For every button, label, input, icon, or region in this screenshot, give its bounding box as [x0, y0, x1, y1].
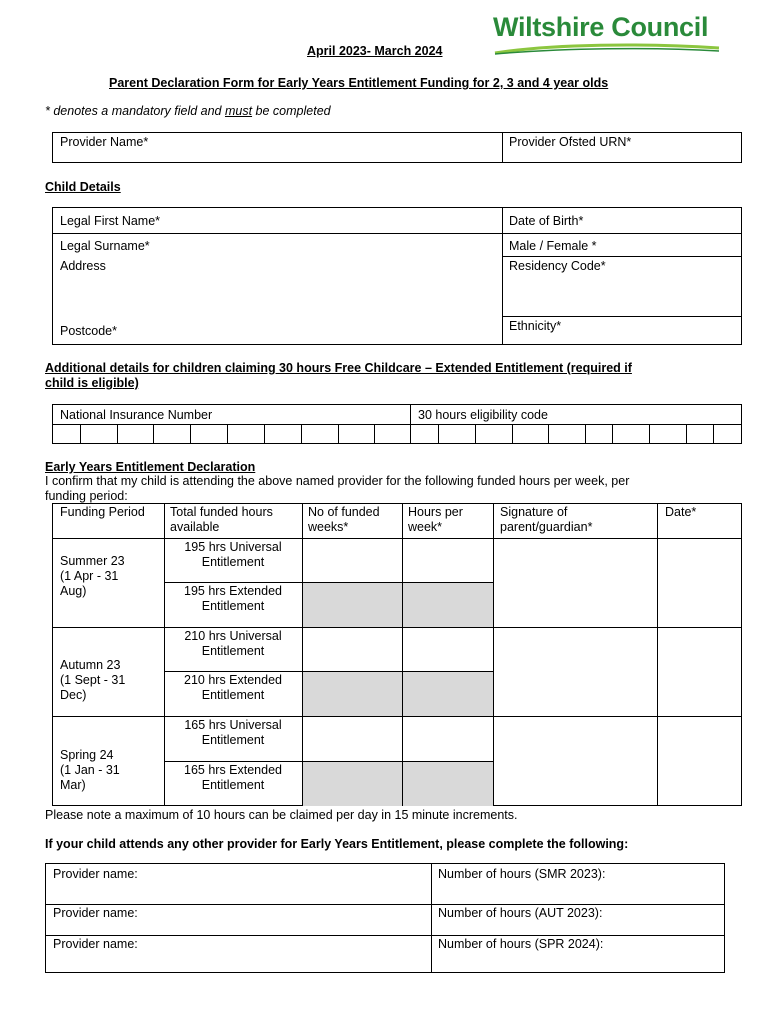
- ni-cell-divider: [374, 424, 375, 444]
- declaration-text: I confirm that my child is attending the above named provider for the following funded hours per week, per funding period:: [45, 474, 630, 503]
- form-period: April 2023- March 2024: [307, 44, 443, 58]
- col-total-hours: Total funded hours available: [170, 505, 273, 534]
- residency-code-field[interactable]: Residency Code*: [509, 259, 606, 273]
- ni-cell-divider: [338, 424, 339, 444]
- spring-extended: 165 hrs Extended Entitlement: [184, 763, 282, 792]
- period-autumn: Autumn 23 (1 Sept - 31 Dec): [60, 658, 126, 702]
- col-funding-period: Funding Period: [60, 505, 145, 519]
- mandatory-note: * denotes a mandatory field and must be completed: [45, 104, 331, 118]
- ni-cell-divider: [264, 424, 265, 444]
- child-details-heading: Child Details: [45, 180, 121, 194]
- col-signature: Signature of parent/guardian*: [500, 505, 593, 534]
- code-cell-divider: [548, 424, 549, 444]
- address-field[interactable]: Address: [60, 259, 106, 273]
- max-hours-note: Please note a maximum of 10 hours can be claimed per day in 15 minute increments.: [45, 808, 518, 822]
- summer-universal: 195 hrs Universal Entitlement: [184, 540, 282, 569]
- ni-number-label: National Insurance Number: [60, 408, 213, 422]
- eligibility-code-label: 30 hours eligibility code: [418, 408, 548, 422]
- code-cell-divider: [686, 424, 687, 444]
- other-providers-heading: If your child attends any other provider for Early Years Entitlement, please complete the following:: [45, 837, 629, 851]
- declaration-heading: Early Years Entitlement Declaration: [45, 460, 256, 474]
- code-cell-divider: [585, 424, 586, 444]
- ni-cell-divider: [227, 424, 228, 444]
- surname-field[interactable]: Legal Surname*: [60, 239, 150, 253]
- autumn-universal: 210 hrs Universal Entitlement: [184, 629, 282, 658]
- code-cell-divider: [475, 424, 476, 444]
- ethnicity-field[interactable]: Ethnicity*: [509, 319, 562, 333]
- col-hours-per-week: Hours per week*: [408, 505, 463, 534]
- code-cell-divider: [512, 424, 513, 444]
- other-provider-name-2[interactable]: Provider name:: [53, 906, 138, 920]
- ni-cell-divider: [301, 424, 302, 444]
- provider-name-field[interactable]: Provider Name*: [60, 135, 149, 149]
- gender-field[interactable]: Male / Female *: [509, 239, 597, 253]
- page-title: Parent Declaration Form for Early Years Entitlement Funding for 2, 3 and 4 year olds: [109, 76, 609, 90]
- provider-box: [52, 132, 742, 163]
- ni-cell-divider: [190, 424, 191, 444]
- postcode-field[interactable]: Postcode*: [60, 324, 117, 338]
- other-provider-name-1[interactable]: Provider name:: [53, 867, 138, 881]
- provider-urn-field[interactable]: Provider Ofsted URN*: [509, 135, 632, 149]
- ni-cell-divider: [153, 424, 154, 444]
- ni-cell-divider: [117, 424, 118, 444]
- code-cell-divider: [612, 424, 613, 444]
- other-provider-hours-2[interactable]: Number of hours (AUT 2023):: [438, 906, 603, 920]
- col-date: Date*: [665, 505, 697, 519]
- period-summer: Summer 23 (1 Apr - 31 Aug): [60, 554, 125, 598]
- other-provider-hours-1[interactable]: Number of hours (SMR 2023):: [438, 867, 606, 881]
- dob-field[interactable]: Date of Birth*: [509, 214, 584, 228]
- other-providers-table: [45, 863, 725, 973]
- extended-heading: Additional details for children claiming 30 hours Free Childcare – Extended Entitlement (required if child is eligible): [45, 361, 632, 390]
- first-name-field[interactable]: Legal First Name*: [60, 214, 161, 228]
- other-provider-hours-3[interactable]: Number of hours (SPR 2024):: [438, 937, 604, 951]
- wiltshire-council-logo: [493, 12, 723, 58]
- logo-swoosh-icon: [493, 42, 723, 56]
- autumn-extended: 210 hrs Extended Entitlement: [184, 673, 282, 702]
- period-spring: Spring 24 (1 Jan - 31 Mar): [60, 748, 120, 792]
- summer-extended: 195 hrs Extended Entitlement: [184, 584, 282, 613]
- other-provider-name-3[interactable]: Provider name:: [53, 937, 138, 951]
- col-funded-weeks: No of funded weeks*: [308, 505, 380, 534]
- logo-text: Wiltshire Council: [493, 12, 709, 42]
- ni-cell-divider: [80, 424, 81, 444]
- code-cell-divider: [438, 424, 439, 444]
- spring-universal: 165 hrs Universal Entitlement: [184, 718, 282, 747]
- code-cell-divider: [713, 424, 714, 444]
- code-cell-divider: [649, 424, 650, 444]
